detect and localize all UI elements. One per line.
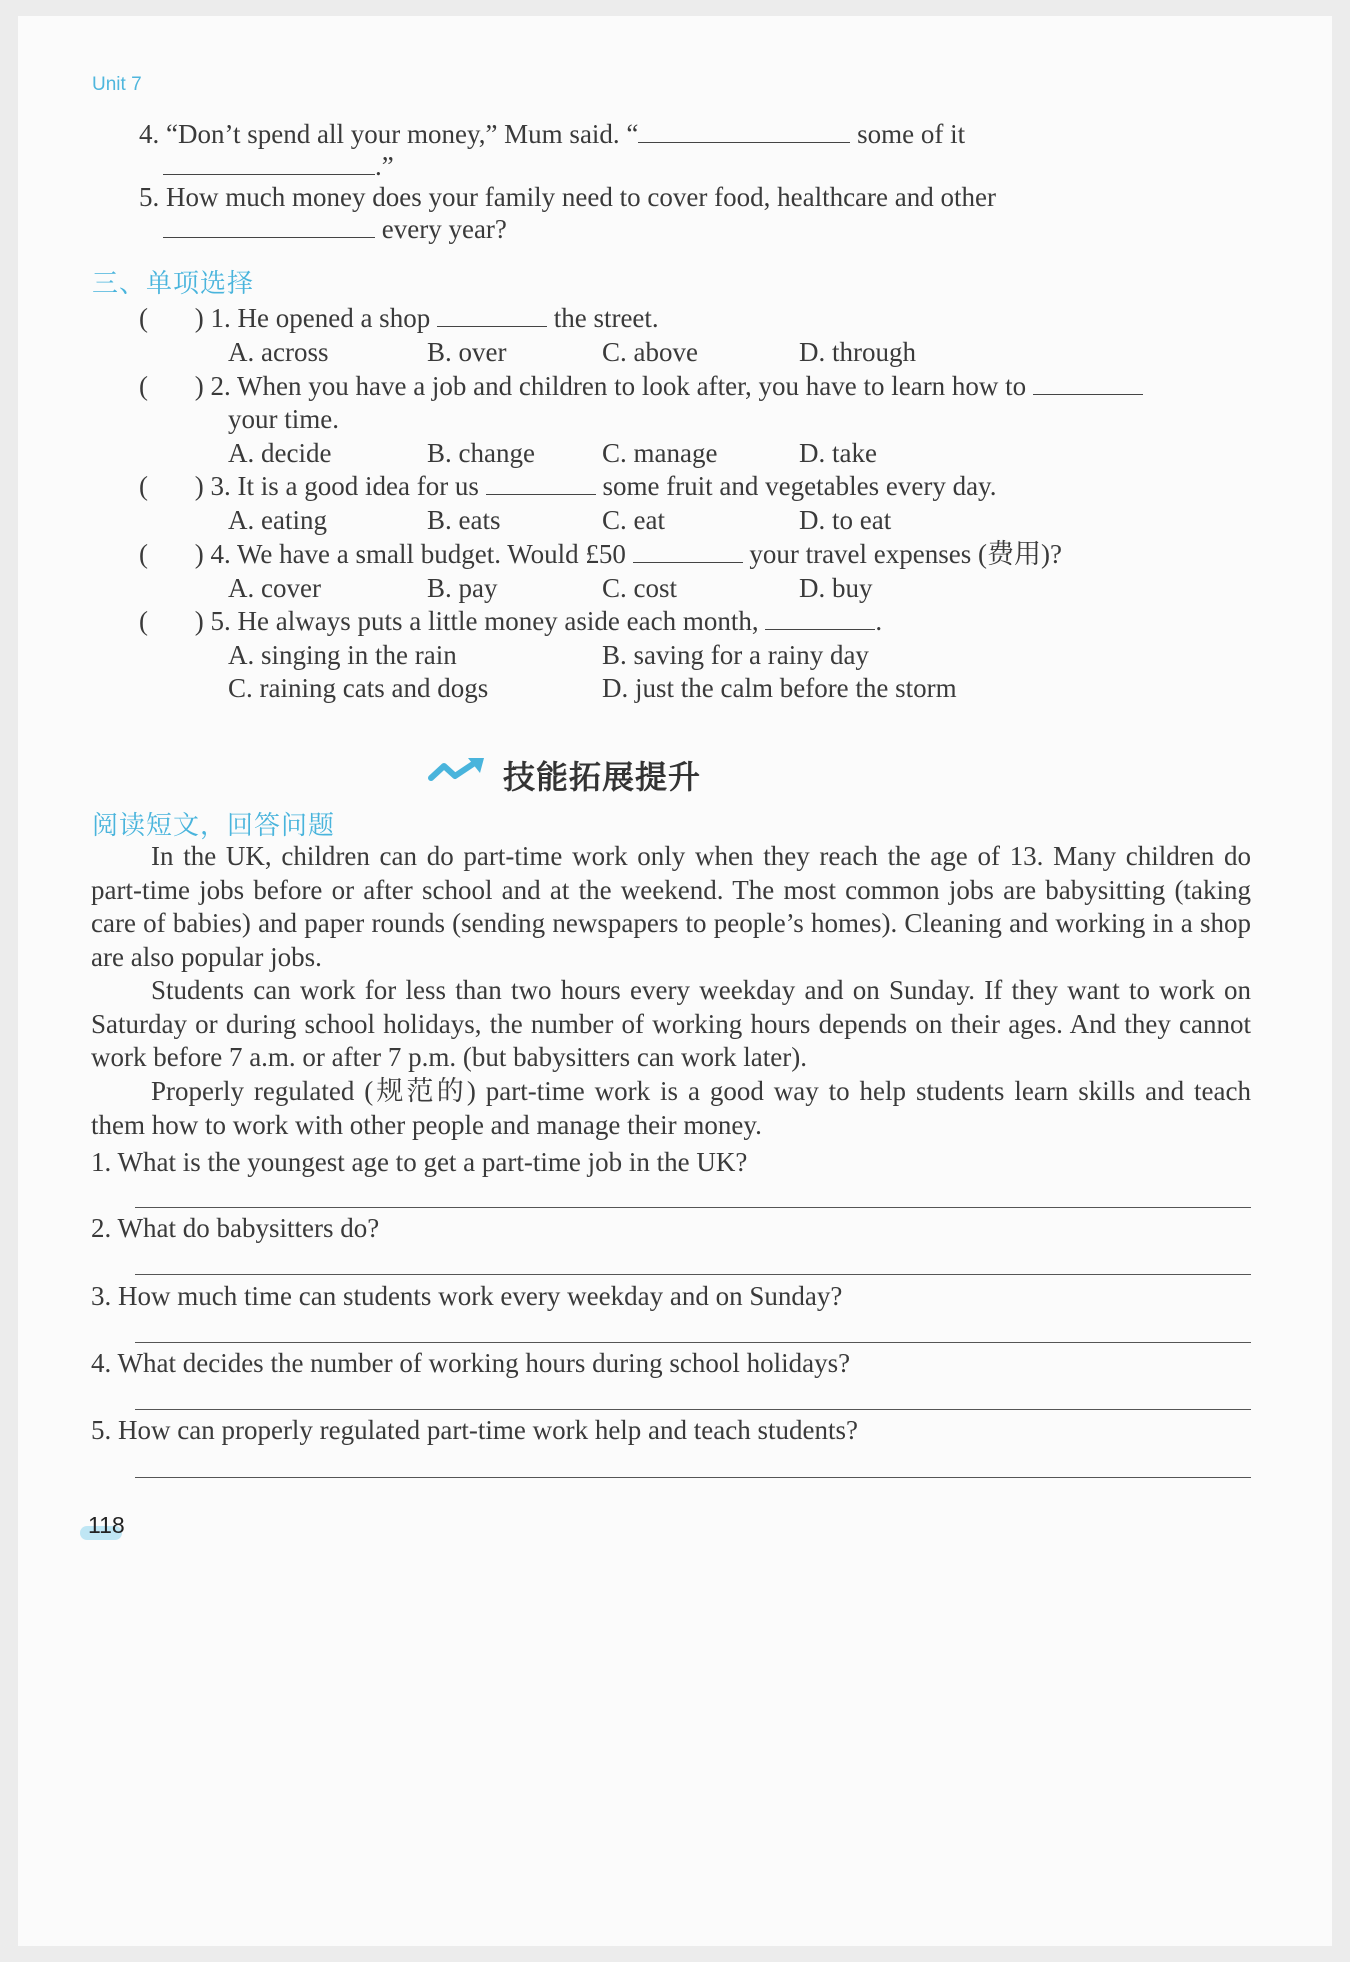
answer-blank[interactable] xyxy=(163,150,375,175)
passage-paragraph-1: In the UK, children can do part-time work only when they reach the age of 13. Many children do part-time jobs before or after school and at the weekend. The most common jobs are babysitting (taking care of babies) and paper rounds (sending newspapers to people’s homes). Cleaning and working in a shop are also popular jobs. xyxy=(91,841,1251,972)
reading-question-4: 4. What decides the number of working hours during school holidays? xyxy=(91,1348,851,1378)
section-heading: 三、单项选择 xyxy=(92,269,255,299)
question-text-cont: your time. xyxy=(228,404,339,434)
question-number: 5. xyxy=(139,182,160,212)
answer-blank[interactable] xyxy=(765,605,875,630)
option-d[interactable]: D. just the calm before the storm xyxy=(602,673,957,703)
question-number: ) 4. xyxy=(194,539,231,569)
fill-question-4-cont xyxy=(163,150,394,182)
question-number: ) 3. xyxy=(194,471,231,501)
answer-line[interactable] xyxy=(135,1274,1251,1275)
answer-blank[interactable] xyxy=(1033,370,1143,395)
option-a[interactable]: A. across xyxy=(228,337,329,367)
trend-arrow-icon xyxy=(428,756,486,791)
fill-question-4 xyxy=(139,118,965,150)
reading-question-2: 2. What do babysitters do? xyxy=(91,1213,380,1243)
question-text: the street. xyxy=(553,303,659,333)
question-text: some of it xyxy=(857,119,966,149)
option-a[interactable]: A. cover xyxy=(228,573,321,603)
option-a[interactable]: A. singing in the rain xyxy=(228,640,457,670)
skills-section-title: 技能拓展提升 xyxy=(503,758,702,796)
question-text: your travel expenses (费用)? xyxy=(749,539,1062,569)
answer-blank[interactable] xyxy=(437,302,547,327)
answer-blank[interactable] xyxy=(163,213,375,238)
question-text: We have a small budget. Would £50 xyxy=(237,539,626,569)
option-b[interactable]: B. eats xyxy=(427,505,501,535)
mc-question-1 xyxy=(139,302,659,334)
option-c[interactable]: C. raining cats and dogs xyxy=(228,673,489,703)
question-text: some fruit and vegetables every day. xyxy=(602,471,997,501)
reading-heading: 阅读短文，回答问题 xyxy=(92,811,336,841)
question-text: . xyxy=(875,606,883,636)
answer-line[interactable] xyxy=(135,1409,1251,1410)
question-text: “Don’t spend all your money,” Mum said. “ xyxy=(166,119,639,149)
fill-question-5-cont xyxy=(163,213,507,245)
answer-line[interactable] xyxy=(135,1207,1251,1208)
option-a[interactable]: A. eating xyxy=(228,505,327,535)
mc-question-2 xyxy=(139,370,1143,402)
option-c[interactable]: C. manage xyxy=(602,438,718,468)
answer-line[interactable] xyxy=(135,1342,1251,1343)
option-b[interactable]: B. pay xyxy=(427,573,498,603)
mc-question-3 xyxy=(139,470,997,502)
reading-question-3: 3. How much time can students work every weekday and on Sunday? xyxy=(91,1281,843,1311)
option-a[interactable]: A. decide xyxy=(228,438,332,468)
option-b[interactable]: B. change xyxy=(427,438,535,468)
question-text: How much money does your family need to cover food, healthcare and other xyxy=(166,182,996,212)
question-text: every year? xyxy=(381,214,507,244)
option-d[interactable]: D. take xyxy=(799,438,877,468)
option-d[interactable]: D. to eat xyxy=(799,505,892,535)
passage-paragraph-3: Properly regulated (规范的) part-time work is a good way to help students learn skills and teach them how to work with other people and manage their money. xyxy=(91,1076,1251,1140)
reading-question-5: 5. How can properly regulated part-time work help and teach students? xyxy=(91,1415,858,1445)
question-number: ) 5. xyxy=(194,606,231,636)
fill-question-5 xyxy=(139,181,996,213)
answer-blank[interactable] xyxy=(638,118,850,143)
answer-line[interactable] xyxy=(135,1477,1251,1478)
question-text: It is a good idea for us xyxy=(237,471,479,501)
answer-paren[interactable]: ( xyxy=(139,606,148,636)
question-text: When you have a job and children to look after, you have to learn how to xyxy=(237,371,1027,401)
option-c[interactable]: C. cost xyxy=(602,573,678,603)
workbook-page xyxy=(18,16,1332,1946)
question-number: ) 2. xyxy=(194,371,231,401)
passage-paragraph-2: Students can work for less than two hours every weekday and on Sunday. If they want to work on Saturday or during school holidays, the number of working hours depends on their ages. And they cannot work before 7 a.m. or after 7 p.m. (but babysitters can work later). xyxy=(91,975,1251,1072)
option-c[interactable]: C. eat xyxy=(602,505,665,535)
question-text: .” xyxy=(375,151,394,181)
answer-blank[interactable] xyxy=(486,470,596,495)
page-number: 118 xyxy=(88,1512,125,1538)
answer-paren[interactable]: ( xyxy=(139,471,148,501)
question-text: He always puts a little money aside each month, xyxy=(237,606,759,636)
answer-paren[interactable]: ( xyxy=(139,303,148,333)
option-b[interactable]: B. over xyxy=(427,337,507,367)
question-number: 4. xyxy=(139,119,160,149)
mc-question-5 xyxy=(139,605,882,637)
option-d[interactable]: D. through xyxy=(799,337,916,367)
option-c[interactable]: C. above xyxy=(602,337,698,367)
answer-blank[interactable] xyxy=(633,538,743,563)
question-text: He opened a shop xyxy=(237,303,431,333)
option-d[interactable]: D. buy xyxy=(799,573,873,603)
answer-paren[interactable]: ( xyxy=(139,539,148,569)
mc-question-4 xyxy=(139,538,1062,570)
unit-label: Unit 7 xyxy=(92,74,142,95)
reading-question-1: 1. What is the youngest age to get a part-time job in the UK? xyxy=(91,1147,748,1177)
answer-paren[interactable]: ( xyxy=(139,371,148,401)
option-b[interactable]: B. saving for a rainy day xyxy=(602,640,869,670)
question-number: ) 1. xyxy=(194,303,231,333)
